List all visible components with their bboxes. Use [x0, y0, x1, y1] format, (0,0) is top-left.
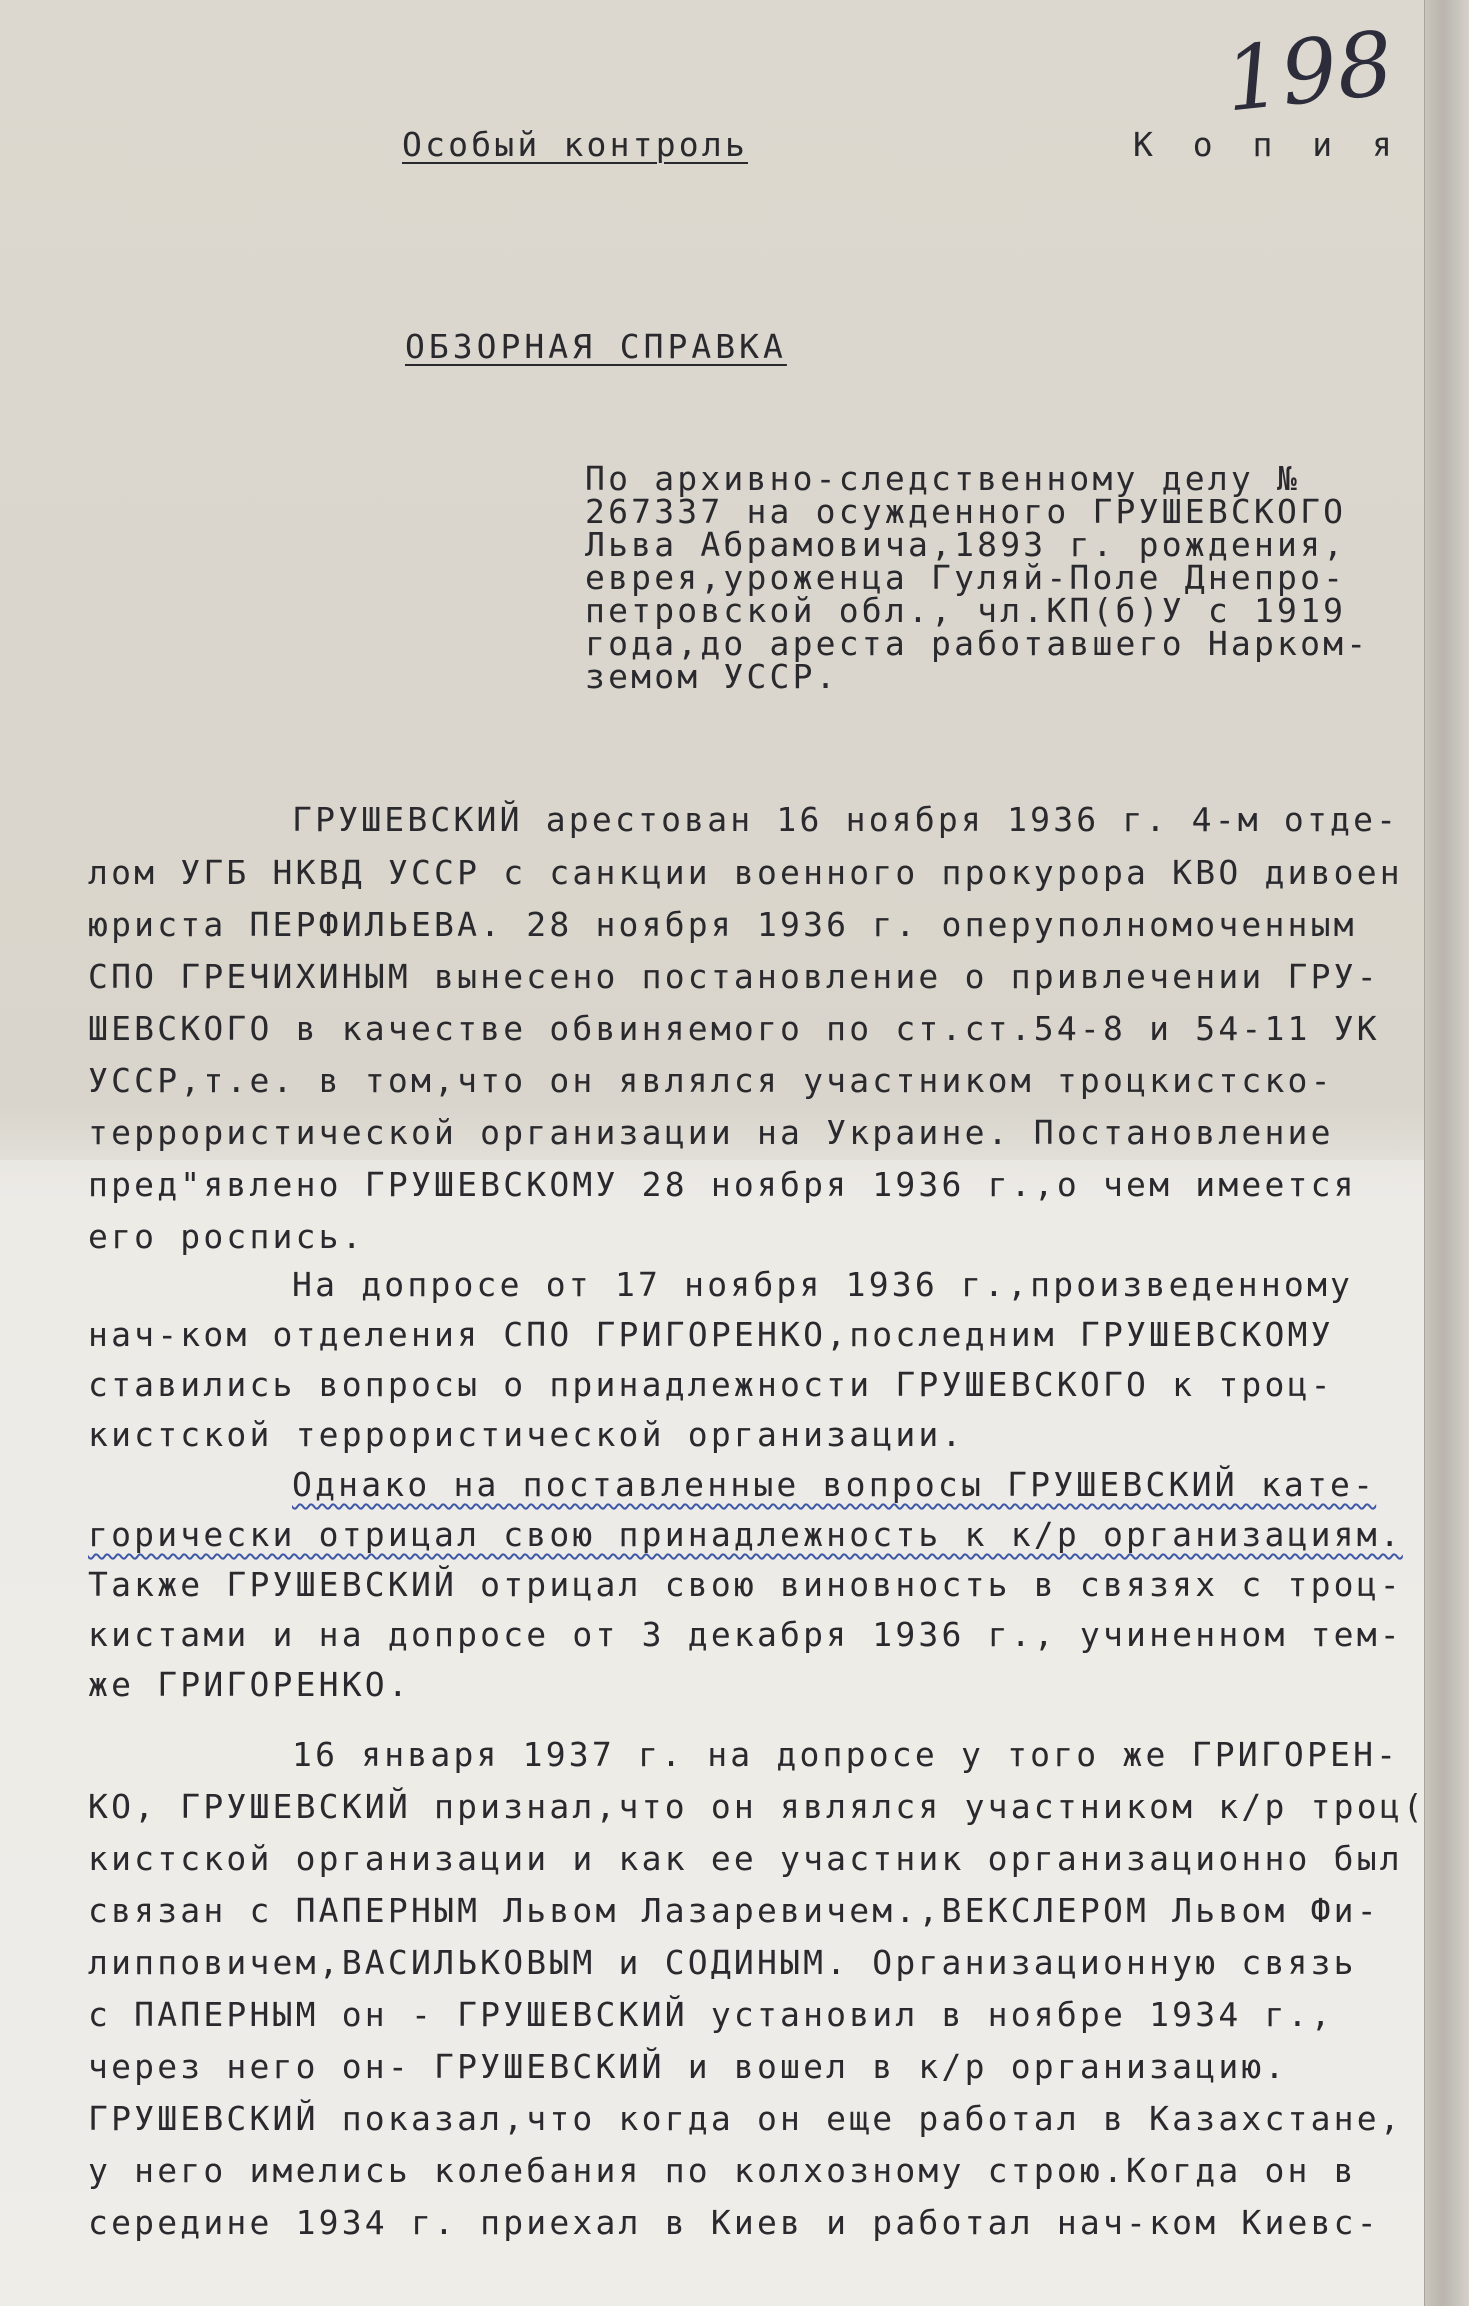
body-line: террористической организации на Украине. Постановление: [88, 1113, 1334, 1152]
body-line: связан с ПАПЕРНЫМ Львом Лазаревичем.,ВЕКСЛЕРОМ Львом Фи-: [88, 1891, 1380, 1930]
body-line: УССР,т.е. в том,что он являлся участником троцкистско-: [88, 1061, 1334, 1100]
binding-strip: [1424, 0, 1469, 2306]
body-line: ставились вопросы о принадлежности ГРУШЕВСКОГО к троц-: [88, 1365, 1334, 1404]
body-line: Также ГРУШЕВСКИЙ отрицал свою виновность в связях с троц-: [88, 1565, 1403, 1604]
body-line: кистами и на допросе от 3 декабря 1936 г., учиненном тем-: [88, 1615, 1403, 1654]
body-line: ГРУШЕВСКИЙ показал,что когда он еще работал в Казахстане,: [88, 2099, 1403, 2138]
body-line: через него он- ГРУШЕВСКИЙ и вошел в к/р организацию.: [88, 2047, 1288, 2086]
body-line: липповичем,ВАСИЛЬКОВЫМ и СОДИНЫМ. Организационную связь: [88, 1943, 1357, 1982]
subject-line: Льва Абрамовича,1893 г. рождения,: [585, 525, 1347, 564]
body-line: лом УГБ НКВД УССР с санкции военного прокурора КВО дивоен: [88, 853, 1403, 892]
body-line: СПО ГРЕЧИХИНЫМ вынесено постановление о привлечении ГРУ-: [88, 957, 1380, 996]
body-line: КО, ГРУШЕВСКИЙ признал,что он являлся участником к/р троц(: [88, 1787, 1426, 1826]
subject-line: земом УССР.: [585, 657, 839, 696]
body-line: середине 1934 г. приехал в Киев и работал нач-ком Киевс-: [88, 2203, 1380, 2242]
page-number-handwritten: 198: [1220, 11, 1398, 132]
body-line: 16 января 1937 г. на допросе у того же ГРИГОРЕН-: [292, 1735, 1400, 1774]
body-line: с ПАПЕРНЫМ он - ГРУШЕВСКИЙ установил в ноябре 1934 г.,: [88, 1995, 1334, 2034]
body-line: его роспись.: [88, 1217, 365, 1256]
body-line: кистской террористической организации.: [88, 1415, 965, 1454]
subject-line: 267337 на осужденного ГРУШЕВСКОГО: [585, 492, 1347, 531]
subject-line: По архивно-следственному делу №: [585, 459, 1301, 498]
body-line: На допросе от 17 ноября 1936 г.,произведенному: [292, 1265, 1354, 1304]
stamp-special-control: Особый контроль: [402, 125, 749, 164]
body-line: у него имелись колебания по колхозному строю.Когда он в: [88, 2151, 1357, 2190]
body-line: ШЕВСКОГО в качестве обвиняемого по ст.ст.54-8 и 54-11 УК: [88, 1009, 1380, 1048]
body-line: горически отрицал свою принадлежность к к/р организациям.: [88, 1515, 1403, 1554]
body-line: кистской организации и как ее участник организационно был: [88, 1839, 1403, 1878]
stamp-copy: К о п и я: [1133, 125, 1402, 164]
document-title: ОБЗОРНАЯ СПРАВКА: [405, 327, 787, 366]
body-line: пред"явлено ГРУШЕВСКОМУ 28 ноября 1936 г.,о чем имеется: [88, 1165, 1357, 1204]
subject-line: еврея,уроженца Гуляй-Поле Днепро-: [585, 558, 1347, 597]
subject-line: года,до ареста работавшего Нарком-: [585, 624, 1370, 663]
body-line: нач-ком отделения СПО ГРИГОРЕНКО,последним ГРУШЕВСКОМУ: [88, 1315, 1334, 1354]
subject-line: петровской обл., чл.КП(б)У с 1919: [585, 591, 1347, 630]
body-line: ГРУШЕВСКИЙ арестован 16 ноября 1936 г. 4-м отде-: [292, 800, 1400, 839]
body-line: Однако на поставленные вопросы ГРУШЕВСКИЙ кате-: [292, 1465, 1377, 1504]
body-line: же ГРИГОРЕНКО.: [88, 1665, 411, 1704]
body-line: юриста ПЕРФИЛЬЕВА. 28 ноября 1936 г. оперуполномоченным: [88, 905, 1357, 944]
